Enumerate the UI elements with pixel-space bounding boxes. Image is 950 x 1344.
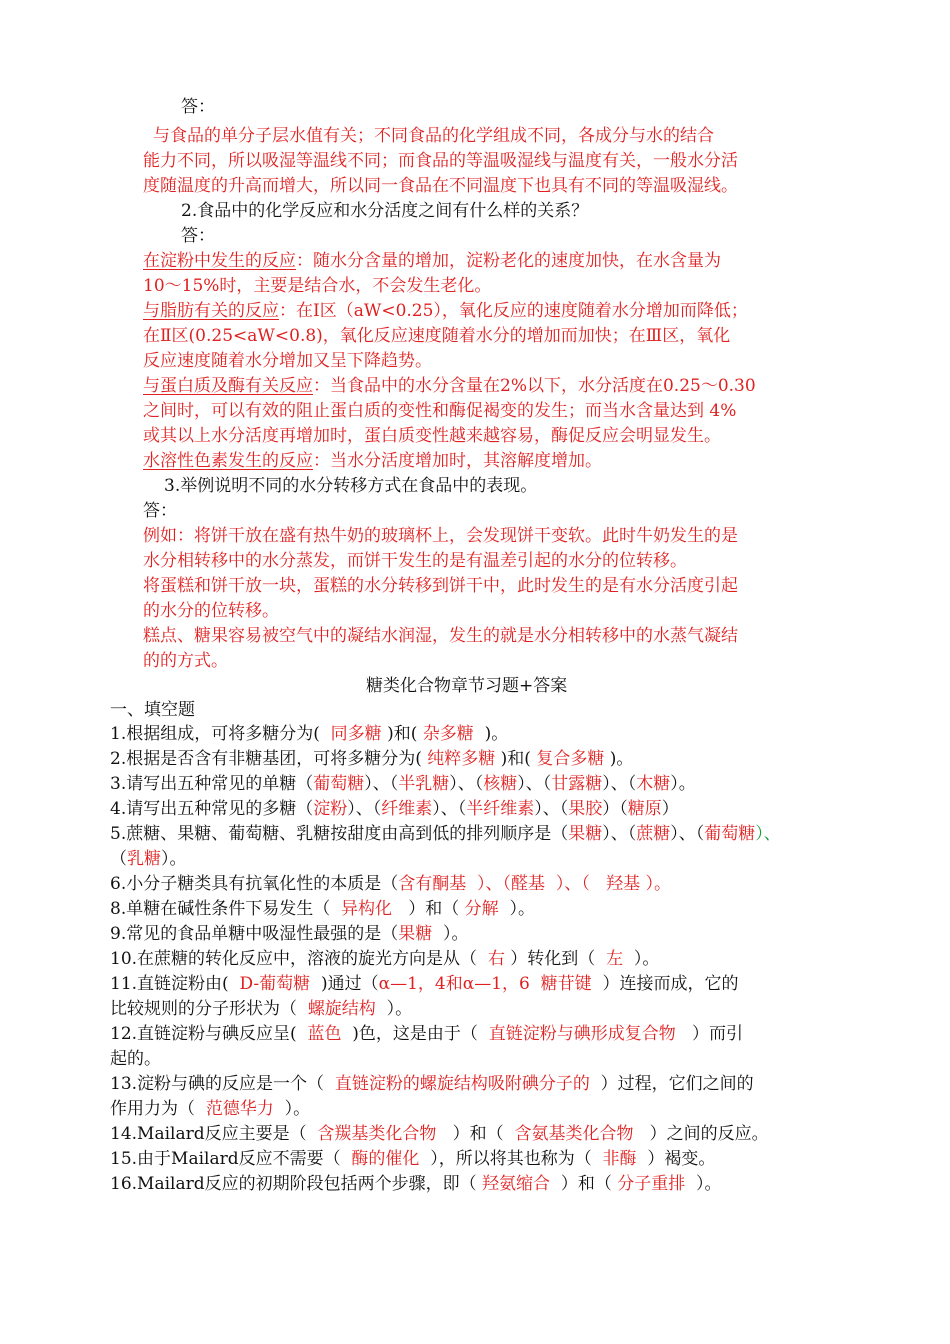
starch-heading: 在淀粉中发生的反应 [143, 251, 296, 271]
q2-fat-line-3: 反应速度随着水分增加又呈下降趋势。 [143, 351, 432, 371]
q3-answer-line-2: 水分相转移中的水分蒸发，而饼干发生的是有温差引起的水分的位转移。 [143, 551, 687, 571]
fill-item-11: 11.直链淀粉由( D-葡萄糖 )通过（α—1，4和α—1，6 糖苷键 ）连接而成，它的 [110, 974, 739, 994]
fill-item-4: 4.请写出五种常见的多糖（淀粉）、（纤维素）、（半纤维素）、（果胶）（糖原） [110, 799, 679, 819]
fill-item-13-cont: 作用力为（ 范德华力 ）。 [110, 1099, 311, 1119]
q3-answer-line-5: 糕点、糖果容易被空气中的凝结水润湿，发生的就是水分相转移中的水蒸气凝结 [143, 626, 738, 646]
fill-item-12: 12.直链淀粉与碘反应呈( 蓝色 )色，这是由于（ 直链淀粉与碘形成复合物 ）而引 [110, 1024, 743, 1044]
q2-protein-line: 与蛋白质及酶有关反应：当食品中的水分含量在2%以下，水分活度在0.25～0.30 [143, 376, 756, 396]
fill-item-9: 9.常见的食品单糖中吸湿性最强的是（果糖 ）。 [110, 924, 469, 944]
q2-starch-line: 在淀粉中发生的反应：随水分含量的增加，淀粉老化的速度加快，在水含量为 [143, 251, 721, 271]
fill-item-3: 3.请写出五种常见的单糖（葡萄糖）、（半乳糖）、（核糖）、（甘露糖）、（木糖）。 [110, 774, 696, 794]
part-title: 一、填空题 [110, 700, 195, 720]
protein-heading: 与蛋白质及酶有关反应 [143, 376, 313, 396]
fill-item-11-cont: 比较规则的分子形状为（ 螺旋结构 ）。 [110, 999, 413, 1019]
question-3: 3.举例说明不同的水分转移方式在食品中的表现。 [164, 476, 538, 496]
answer-label-2: 答： [181, 226, 215, 246]
fill-item-1: 1.根据组成，可将多糖分为( 同多糖 )和( 杂多糖 )。 [110, 724, 509, 744]
fill-item-12-cont: 起的。 [110, 1049, 161, 1069]
q2-protein-line-3: 或其以上水分活度再增加时，蛋白质变性越来越容易，酶促反应会明显发生。 [143, 426, 721, 446]
fill-item-2: 2.根据是否含有非糖基团，可将多糖分为( 纯粹多糖 )和( 复合多糖 )。 [110, 749, 634, 769]
q3-answer-line-1: 例如：将饼干放在盛有热牛奶的玻璃杯上，会发现饼干变软。此时牛奶发生的是 [143, 526, 738, 546]
fat-heading: 与脂肪有关的反应 [143, 301, 279, 321]
pigment-heading: 水溶性色素发生的反应 [143, 451, 313, 471]
q3-answer-line-3: 将蛋糕和饼干放一块，蛋糕的水分转移到饼干中，此时发生的是有水分活度引起 [143, 576, 738, 596]
q2-pigment-line: 水溶性色素发生的反应：当水分活度增加时，其溶解度增加。 [143, 451, 602, 471]
q3-answer-line-6: 的的方式。 [143, 651, 228, 671]
fill-item-13: 13.淀粉与碘的反应是一个（ 直链淀粉的螺旋结构吸附碘分子的 ）过程，它们之间的 [110, 1074, 754, 1094]
answer-label-3: 答： [143, 501, 177, 521]
q2-fat-line: 与脂肪有关的反应：在Ⅰ区（aW<0.25），氧化反应的速度随着水分增加而降低； [143, 301, 748, 321]
q3-answer-line-4: 的水分的位转移。 [143, 601, 279, 621]
fill-item-10: 10.在蔗糖的转化反应中，溶液的旋光方向是从（ 右 ）转化到（ 左 ）。 [110, 949, 660, 969]
fill-item-5: 5.蔗糖、果糖、葡萄糖、乳糖按甜度由高到低的排列顺序是（果糖）、（蔗糖）、（葡萄糖）、 [110, 824, 781, 844]
fill-item-5-cont: （乳糖）。 [110, 849, 187, 869]
q1-answer-line-2: 能力不同，所以吸湿等温线不同；而食品的等温吸湿线与温度有关，一般水分活 [143, 151, 738, 171]
section-title: 糖类化合物章节习题+答案 [366, 676, 568, 696]
question-2: 2.食品中的化学反应和水分活度之间有什么样的关系？ [181, 201, 589, 221]
q1-answer-line-3: 度随温度的升高而增大，所以同一食品在不同温度下也具有不同的等温吸湿线。 [143, 176, 738, 196]
q2-protein-line-2: 之间时，可以有效的阻止蛋白质的变性和酶促褐变的发生；而当水含量达到 4% [143, 401, 737, 421]
fill-item-14: 14.Mailard反应主要是（ 含羰基类化合物 ）和（ 含氨基类化合物 ）之间的反应。 [110, 1124, 769, 1144]
q2-fat-line-2: 在Ⅱ区(0.25<aW<0.8)，氧化反应速度随着水分的增加而加快；在Ⅲ区，氧化 [143, 326, 731, 346]
q2-starch-line-2: 10～15%时，主要是结合水，不会发生老化。 [143, 276, 492, 296]
fill-item-8: 8.单糖在碱性条件下易发生（ 异构化 ）和（ 分解 ）。 [110, 899, 535, 919]
fill-item-16: 16.Mailard反应的初期阶段包括两个步骤，即（ 羟氨缩合 ）和（ 分子重排 ）。 [110, 1174, 722, 1194]
fill-item-15: 15.由于Mailard反应不需要（ 酶的催化 ），所以将其也称为（ 非酶 ）褐变。 [110, 1149, 716, 1169]
answer-label-1: 答： [181, 97, 215, 117]
fill-item-6: 6.小分子糖类具有抗氧化性的本质是（含有酮基 ）、（醛基 ）、（ 羟基 ）。 [110, 874, 671, 894]
q1-answer-line-1: 与食品的单分子层水值有关；不同食品的化学组成不同，各成分与水的结合 [153, 126, 714, 146]
